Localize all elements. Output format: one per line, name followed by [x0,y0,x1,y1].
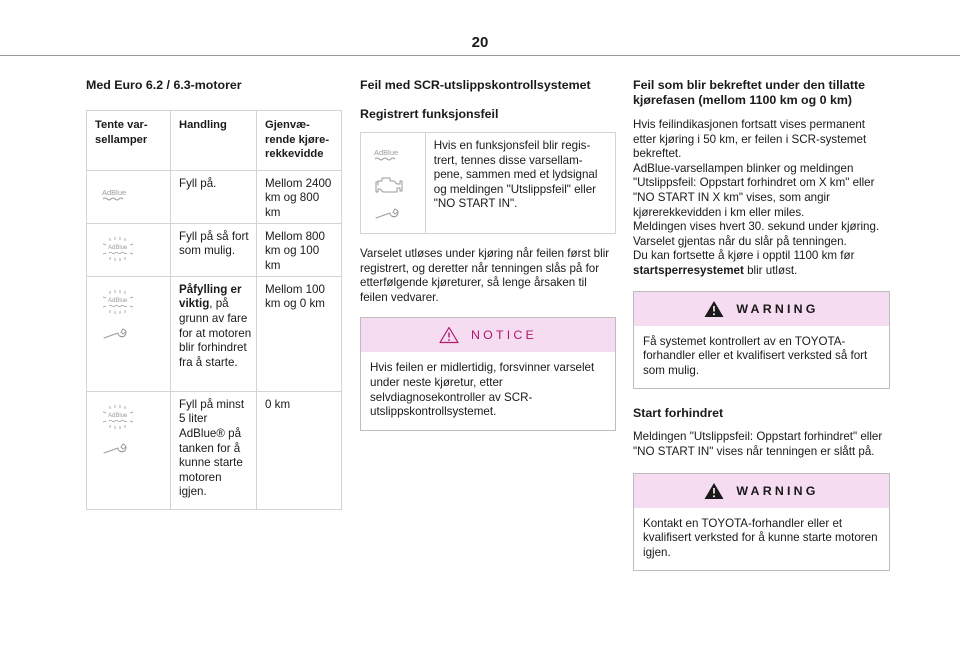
notice-header [361,318,615,352]
paragraph: Meldingen vises hvert 30. sekund under kjøring. Varselet gjentas når du slår på tenningen. [633,220,880,248]
section-heading-confirmed-fault: Feil som blir bekreftet under den tillatte kjørefasen (mellom 1100 km og 0 km) [633,78,866,107]
table-cell-action: Fyll på minst 5 liter AdBlue® på tanken for å kunne starte motoren igjen. [171,392,257,509]
wrench-icon [101,442,131,456]
start-prevented-paragraph: Meldingen "Utslippsfeil: Oppstart forhindret" eller "NO START IN" vises når tenningen er slått på. [633,430,883,458]
table-row [87,391,341,509]
warning-lamp-table [86,110,342,510]
middle-column [360,78,616,431]
section-heading-scr: Feil med SCR-utslippskontrollsystemet [360,78,591,92]
table-row [87,276,341,391]
section-heading-start-prevented: Start forhindret [633,406,724,421]
paragraph: Du kan fortsette å kjøre i opptil 1100 km før startsperresystemet blir utløst. [633,249,855,277]
paragraph: AdBlue-varsellampen blinker og meldingen "Utslippsfeil: Oppstart forhindret om X km" eller "NO START IN X km" vises, som angir kjørerekkevidden i km eller miles. [633,161,875,219]
warning-callout [633,291,890,390]
adblue-flashing-icon [101,236,135,262]
notice-callout [360,317,616,430]
caution-triangle-icon [439,326,459,344]
table-cell-lamps [87,277,171,391]
adblue-flashing-icon [101,289,135,315]
warning-header [634,292,889,326]
right-column [633,78,890,571]
table-cell-range: Mellom 100 km og 0 km [265,282,325,311]
svg-text:AdBlue: AdBlue [108,412,128,419]
warning-title: WARNING [736,301,819,316]
table-cell-action: Påfylling er viktig, på grunn av fare for at motoren blir forhindret fra å starte. [171,277,257,391]
fault-lamps-box [360,132,616,234]
notice-title: NOTICE [470,328,537,343]
wrench-icon [101,327,131,341]
warning-body [634,326,889,389]
warning-triangle-icon [704,482,724,500]
fault-lamps-text [426,133,615,233]
warning-body [634,508,889,571]
table-cell-lamps [87,392,171,509]
fault-alert-paragraph: Varselet utløses under kjøring når feilen først blir registrert, og deretter når tenningen slås på for etterfølgende kjøreturer, så lenge årsaken til feilen vedvarer. [360,247,610,304]
table-header-range: Gjenvæ- rende kjøre- rekkevidde [265,119,330,161]
section-heading-euro: Med Euro 6.2 / 6.3-motorer [86,78,242,92]
paragraph: Hvis feilindikasjonen fortsatt vises permanent etter kjøring i 50 km, er feilen i SCR-systemet bekreftet. [633,118,867,161]
adblue-flashing-icon [101,404,135,430]
table-cell-action: Fyll på. [171,171,257,223]
svg-text:AdBlue: AdBlue [108,244,128,251]
table-cell-range: 0 km [265,397,291,411]
adblue-icon [373,147,407,163]
subheading-registered-fault: Registrert funksjonsfeil [360,107,499,121]
notice-text: Hvis feilen er midlertidig, forsvinner varselet under neste kjøretur, etter selvdiagnosekontroller av SCR-utslippskontrollsystemet. [370,361,595,419]
wrench-icon [373,207,403,221]
table-cell-lamps [87,224,171,276]
warning-triangle-icon [704,300,724,318]
page-number: 20 [471,34,489,51]
warning-header [634,474,889,508]
table-cell-range: Mellom 800 km og 100 km [265,229,325,272]
engine-check-icon [373,174,403,196]
table-cell-range: Mellom 2400 km og 800 km [265,176,332,219]
svg-text:AdBlue: AdBlue [374,148,399,157]
fault-lamps-icons [361,133,426,233]
svg-text:AdBlue: AdBlue [108,297,128,304]
table-header-lamps: Tente var- sellamper [87,111,171,170]
header-rule [0,55,960,56]
left-column [86,78,342,510]
warning-callout [633,473,890,572]
table-row [87,170,341,223]
svg-text:AdBlue: AdBlue [102,187,127,197]
warning-text: Få systemet kontrollert av en TOYOTA-forhandler eller et kvalifisert verksted så fort som mulig. [643,334,868,377]
table-header-action: Handling [171,111,257,170]
confirmed-fault-text [633,118,890,279]
warning-text: Kontakt en TOYOTA-forhandler eller et kvalifisert verksted for å kunne starte motoren igjen. [643,516,878,559]
table-cell-action: Fyll på så fort som mulig. [171,224,257,276]
table-cell-lamps [87,171,171,223]
table-row [87,223,341,276]
notice-body [361,352,615,429]
warning-title: WARNING [736,483,819,498]
adblue-icon [101,187,135,203]
fault-lamps-description: Hvis en funksjonsfeil blir regis-trert, tennes disse varsellam-pene, sammen med et lydsignal og meldingen "Utslippsfeil" eller "NO START IN". [433,139,598,211]
table-header-row [87,111,341,170]
